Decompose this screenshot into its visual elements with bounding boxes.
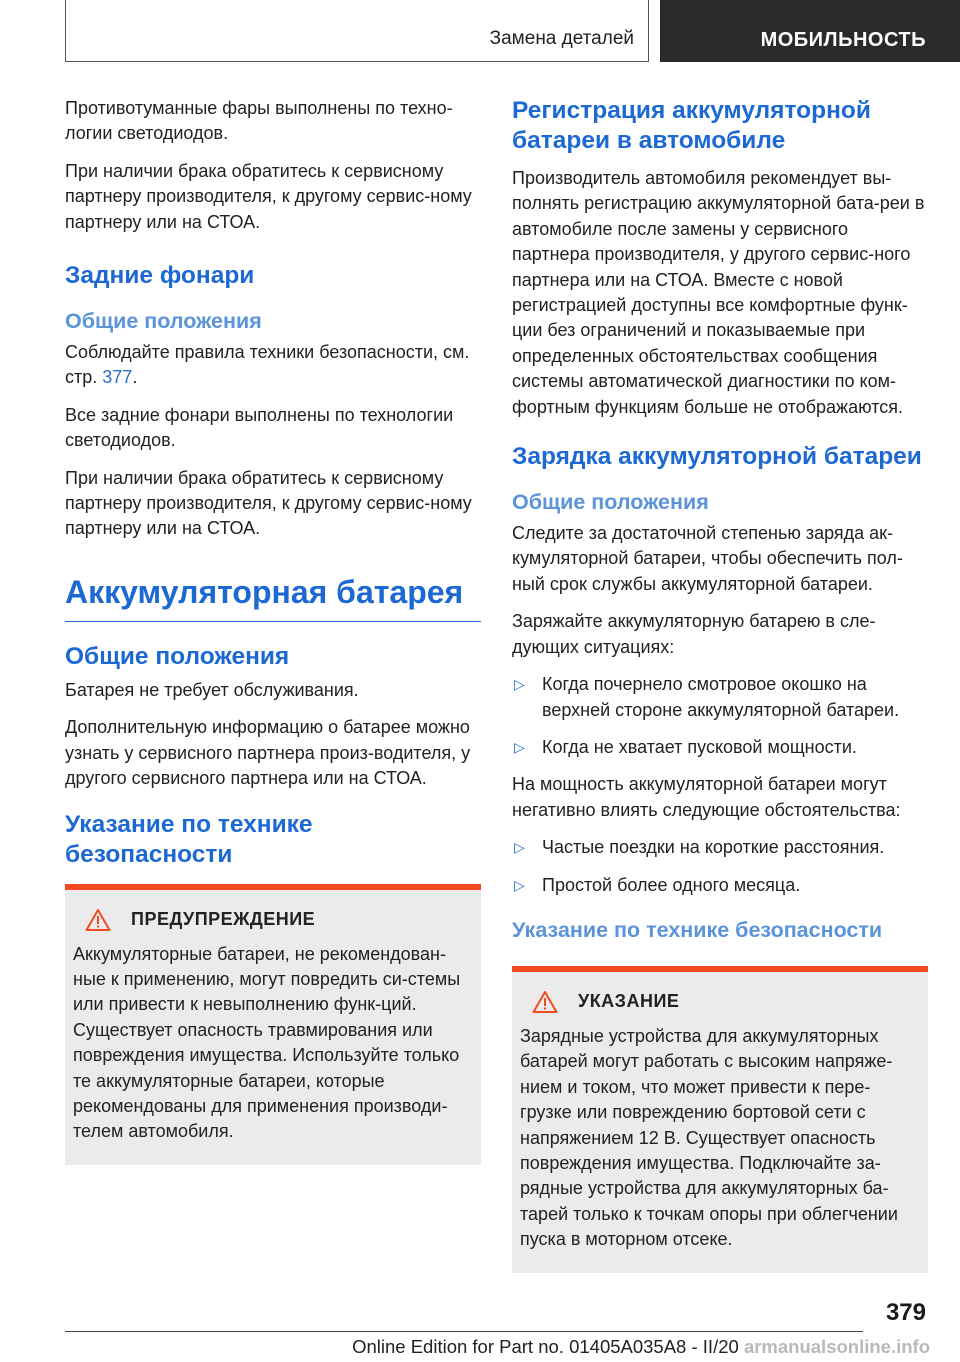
subsection-heading: Общие положения: [512, 490, 709, 515]
header-section-label: МОБИЛЬНОСТЬ: [660, 0, 960, 62]
note-callout: [512, 966, 928, 1273]
paragraph: Производитель автомобиля рекомендует вы‐полнять регистрацию аккумуляторной бата‐реи в автомобиле после замены у сервисного партнера производителя, у другого сервис‐ного партнера или на СТОА. Вместе с новой регистрацией доступны все комфортные функ‐ции без ограничений и показываемые при определенных обстоятельствах сообщения системы автоматической диагностики по ком‐фортным функциям больше не отображаются.: [512, 168, 925, 417]
list-item-text: Простой более одного месяца.: [542, 874, 801, 895]
paragraph: При наличии брака обратитесь к сервисному партнеру производителя, к другому сервис‐ному партнеру или на СТОА.: [65, 467, 472, 539]
warning-callout-header: [73, 908, 473, 932]
list-item: [512, 672, 928, 723]
warning-title: ПРЕДУПРЕЖДЕНИЕ: [131, 909, 316, 929]
section-heading: Общие положения: [65, 642, 290, 670]
header-chapter-label: Замена деталей: [489, 28, 634, 49]
bullet-triangle-icon: ▷: [514, 876, 525, 893]
list-item-text: Когда почернело смотровое окошко на верхней стороне аккумуляторной батареи.: [542, 674, 900, 720]
paragraph-end: .: [132, 367, 138, 388]
left-column: [65, 96, 481, 1165]
subsection-heading: Указание по технике безопасности: [512, 917, 883, 942]
subsection-heading: Общие положения: [65, 309, 262, 334]
section-heading: Регистрация аккумуляторной батареи в автомобиле: [512, 97, 871, 154]
paragraph: Заряжайте аккумуляторную батарею в сле‐дующих ситуациях:: [512, 611, 876, 657]
footer-edition-text: Online Edition for Part no. 01405A035A8 - II/20: [352, 1336, 739, 1357]
section-heading: Задние фонари: [65, 262, 255, 290]
header-chapter-tab: [65, 0, 649, 62]
paragraph: Следите за достаточной степенью заряда ак‐кумуляторной батареи, чтобы обеспечить пол‐ный срок службы аккумуляторной батареи.: [512, 523, 903, 594]
list-item: [512, 835, 928, 860]
paragraph: На мощность аккумуляторной батареи могут негативно влиять следующие обстоятельства:: [512, 774, 901, 820]
warning-triangle-icon: [85, 908, 111, 932]
right-column: [512, 96, 928, 1273]
paragraph-text: Соблюдайте правила техники безопасности, см. стр.: [65, 342, 470, 388]
bullet-triangle-icon: ▷: [514, 676, 525, 693]
note-callout-header: [520, 990, 920, 1014]
section-heading: Указание по технике безопасности: [65, 810, 313, 868]
paragraph: Батарея не требует обслуживания.: [65, 679, 359, 700]
bullet-triangle-icon: ▷: [514, 839, 525, 856]
page-reference-link[interactable]: 377: [102, 367, 133, 388]
warning-text: Аккумуляторные батареи, не рекомендован‐ные к применению, могут повредить си‐стемы или привести к невыполнению функ‐ций. Существует опасность травмирования или повреждения имущества. Используйте только те аккумуляторные батареи, которые рекомендованы для применения производи‐телем автомобиля.: [73, 943, 461, 1142]
list-item-text: Когда не хватает пусковой мощности.: [542, 736, 857, 757]
list-item: [512, 873, 928, 898]
paragraph: Противотуманные фары выполнены по техно‐логии светодиодов.: [65, 98, 453, 144]
warning-triangle-icon: [532, 990, 558, 1014]
heading-divider: [65, 621, 481, 622]
paragraph: Все задние фонари выполнены по технологии светодиодов.: [65, 404, 454, 451]
footer-divider: [65, 1331, 863, 1332]
paragraph: Дополнительную информацию о батарее можно узнать у сервисного партнера произ‐водителя, у другого сервисного партнера или на СТОА.: [65, 717, 471, 789]
list-item-text: Частые поездки на короткие расстояния.: [542, 837, 885, 858]
warning-callout: [65, 884, 481, 1165]
paragraph: При наличии брака обратитесь к сервисному партнеру производителя, к другому сервис‐ному партнеру или на СТОА.: [65, 160, 472, 232]
footer-site-watermark: armanualsonline.info: [743, 1336, 930, 1357]
section-heading: Зарядка аккумуляторной батареи: [512, 443, 922, 471]
page-number: 379: [885, 1299, 926, 1326]
bullet-triangle-icon: ▷: [514, 738, 525, 755]
note-text: Зарядные устройства для аккумуляторных батарей могут работать с высоким напряже‐нием и током, что может привести к пере‐грузке или повреждению бортовой сети с напряжением 12 В. Существует опасность повреждения имущества. Подключайте за‐рядные устройства для аккумуляторных ба‐тарей только к точкам опоры при облегчении пуска в моторном отсеке.: [520, 1025, 898, 1250]
list-item: [512, 735, 928, 760]
paragraph: [65, 340, 481, 391]
chapter-heading: Аккумуляторная батарея: [65, 573, 464, 610]
footer-edition: [352, 1336, 930, 1358]
note-title: УКАЗАНИЕ: [578, 991, 680, 1012]
